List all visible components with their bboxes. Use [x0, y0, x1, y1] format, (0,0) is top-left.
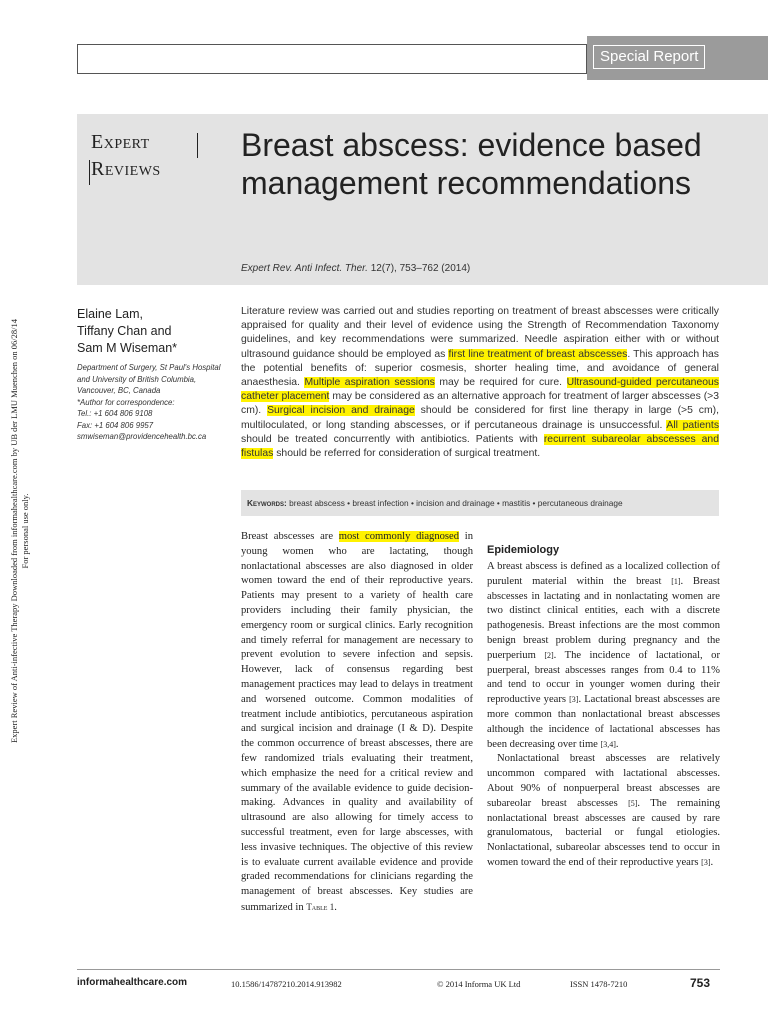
abstract-text: Literature review was carried out and studies reporting on treatment of breast abscesses were critically appraised for quality and their level of evidence using the Strength of Recommendation Taxonomy guidelines, and key recommendations were summarized. Needle aspiration either with or without ultrasound guidance should be employed as: [241, 306, 719, 360]
author-tel: Tel.: +1 604 806 9108: [77, 409, 153, 418]
author-email[interactable]: smwiseman@providencehealth.bc.ca: [77, 432, 207, 441]
table-reference-link[interactable]: Table 1: [306, 901, 335, 912]
logo-bar-right: [197, 133, 198, 158]
abstract: [241, 305, 719, 461]
reference-link[interactable]: [5]: [628, 798, 638, 808]
intro-paragraph: [241, 530, 473, 916]
keywords-label: Keywords:: [247, 498, 287, 508]
page-number: 753: [690, 976, 711, 990]
abstract-highlight: Ultrasound-guided percutaneous catheter placement: [241, 377, 719, 403]
download-notice: [9, 271, 31, 791]
body-highlight: most commonly diagnosed: [338, 531, 460, 542]
reference-link[interactable]: [3,4]: [600, 739, 616, 749]
author-fax: Fax: +1 604 806 9957: [77, 420, 154, 430]
footer-copyright: © 2014 Informa UK Ltd: [437, 979, 521, 989]
body-text: .: [334, 901, 337, 913]
footer-doi: 10.1586/14787210.2014.913982: [231, 979, 342, 989]
author-list: [77, 306, 227, 357]
article-title: Breast abscess: evidence based management recommendations: [241, 127, 702, 201]
body-text: Breast abscesses are: [241, 531, 339, 542]
section-label: Special Report: [593, 45, 705, 69]
citation-journal: Expert Rev. Anti Infect. Ther.: [241, 263, 368, 274]
author-name: Sam M Wiseman*: [77, 341, 178, 355]
abstract-text: may be considered as an alternative approach for treatment of larger abscesses (>3 cm).: [241, 391, 719, 417]
abstract-text: should be treated concurrently with antibiotics. Patients with: [241, 433, 544, 445]
reference-link[interactable]: [1]: [671, 576, 681, 586]
citation-details: 12(7), 753–762 (2014): [370, 263, 471, 274]
body-column-left: [241, 530, 473, 916]
body-text: A breast abscess is defined as a localized collection of purulent material within the breast: [487, 561, 720, 587]
abstract-highlight: Surgical incision and drainage: [267, 405, 415, 417]
reference-link[interactable]: [3]: [569, 695, 579, 705]
abstract-highlight: recurrent subareolar abscesses and fistulas: [241, 433, 719, 460]
download-notice-line1: Expert Review of Anti-infective Therapy Downloaded from informahealthcare.com by UB der LMU Muenchen on 06/28/14: [9, 319, 19, 744]
abstract-highlight: first line treatment of breast abscesses: [448, 348, 628, 360]
section-tab: [587, 36, 768, 80]
header-frame: [77, 44, 587, 74]
author-name: Tiffany Chan and: [77, 324, 172, 338]
logo-line1: Expert: [91, 131, 150, 153]
affiliation-text: Department of Surgery, St Paul's Hospital and University of British Columbia, Vancouver, BC, Canada: [77, 363, 221, 395]
journal-logo: [91, 131, 203, 187]
body-text: . Breast abscesses in lactating and in nonlactating women are two distinct clinical entities, each with a discrete pathogenesis. Breast infections are the most common benign breast problem during pregnancy and the puerperium: [487, 575, 720, 661]
body-column-right: [487, 543, 720, 871]
body-text: . The incidence of lactational, or puerperal, breast abscesses ranges from 0.4 to 11% and tend to occur in younger women during their reproductive years: [487, 649, 721, 706]
logo-line2: Reviews: [91, 158, 161, 180]
epidemiology-paragraph-1: [487, 560, 720, 752]
epidemiology-paragraph-2: [487, 752, 720, 870]
abstract-text: may be required for cure.: [434, 377, 567, 389]
reference-link[interactable]: [2]: [544, 650, 554, 660]
body-text: . Lactational breast abscesses are more common than nonlactational breast abscesses although the incidence of lactational abscesses has been decreasing over time: [487, 694, 720, 750]
abstract-text: should be considered for first line therapy in large (>5 cm), multiloculated, or long standing abscesses, or if percutaneous drainage is unsuccessful.: [241, 405, 719, 431]
author-affiliation: [77, 362, 227, 443]
abstract-highlight: All patients: [666, 419, 720, 431]
body-text: .: [615, 738, 619, 750]
reference-link[interactable]: [3]: [701, 857, 711, 867]
citation: [241, 263, 470, 274]
abstract-highlight: Multiple aspiration sessions: [304, 377, 435, 389]
keywords-bar: [241, 490, 719, 516]
abstract-text: should be referred for consideration of surgical treatment.: [273, 448, 541, 460]
body-text: in young women who are lactating, though nonlactational abscesses are also diagnosed in older women toward the end of their reproductive years. Patients may present to a variety of health care providers including their family physician, the emergency room or surgical clinics. Early recognition and timely referral for management are necessary to prevent evolution to severe infection and sepsis. However, lack of consensus regarding best management practices may lead to delays in treatment and worsened outcome. Common modalities of treatment include antibiotics, percutaneous aspiration and surgical incision and drainage (I & D). Despite the common occurrence of breast abscesses, there are few randomized trials evaluating their treatment, which emphasize the need for a critical review and summary of the available evidence to guide decision-making. Advances in quality and availability of ultrasound are also allowing for timely access to successful treatment, even for large abscesses, with less invasive techniques. The objective of this review is to evaluate current available evidence and provide graded recommendations for clinicians regarding the management of breast abscesses. Key studies are summarized in: [241, 531, 474, 913]
correspondence-label: *Author for correspondence:: [77, 397, 175, 407]
download-notice-line2: For personal use only.: [20, 493, 30, 569]
keywords-list: breast abscess • breast infection • incision and drainage • mastitis • percutaneous drainage: [289, 498, 623, 508]
body-text: .: [710, 856, 714, 868]
footer-issn: ISSN 1478-7210: [570, 979, 628, 989]
body-text: Nonlactational breast abscesses are relatively uncommon compared with lactational abscesses. About 90% of nonpuerperal breast abscesses are subareolar breast abscesses: [487, 753, 720, 809]
footer-divider: [77, 969, 720, 970]
footer-site-link[interactable]: informahealthcare.com: [77, 977, 188, 988]
logo-bar-left: [89, 160, 90, 185]
abstract-text: . This approach has the potential benefits of: superior cosmesis, shorter healing time, and avoidance of general anaesthesia.: [241, 348, 720, 389]
body-text: . The remaining nonlactational breast abscesses are caused by rare granulomatous, bacterial or fungal etiologies. Nonlactational, subareolar abscesses tend to occur in women toward the end of their reproductive years: [487, 797, 720, 868]
author-name: Elaine Lam,: [77, 307, 144, 321]
section-heading: Epidemiology: [487, 544, 560, 556]
